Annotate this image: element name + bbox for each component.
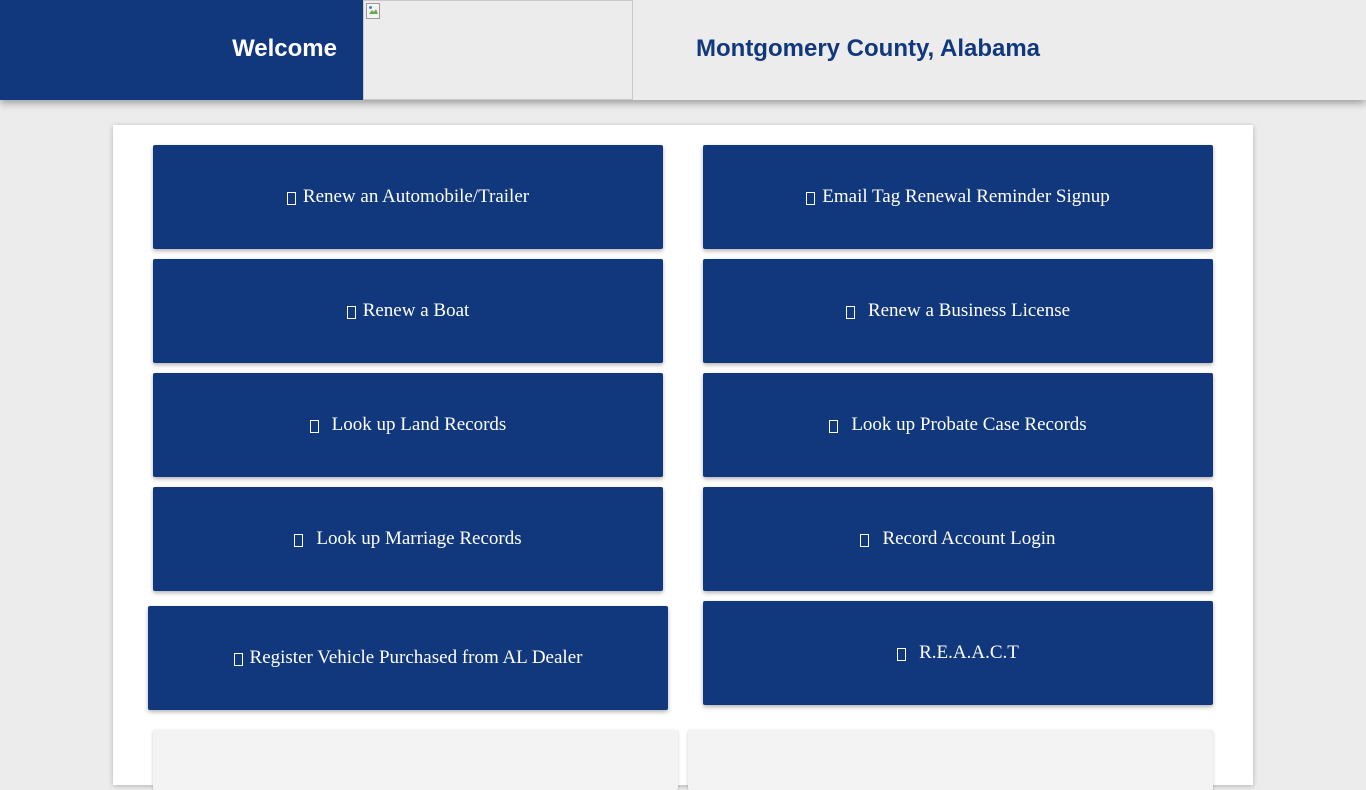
- record-account-login-button[interactable]: [703, 487, 1213, 591]
- reaact-button[interactable]: [703, 601, 1213, 705]
- user-icon: [860, 534, 869, 547]
- marriage-records-button[interactable]: [153, 487, 663, 591]
- renew-automobile-label: Renew an Automobile/Trailer: [302, 186, 530, 207]
- home-icon: [897, 648, 906, 661]
- register-vehicle-label: Register Vehicle Purchased from AL Dealer: [249, 647, 583, 668]
- welcome-banner: [0, 0, 363, 100]
- car-icon: [287, 192, 296, 205]
- email-reminder-label: Email Tag Renewal Reminder Signup: [822, 186, 1110, 207]
- renew-boat-label: Renew a Boat: [362, 300, 470, 321]
- welcome-title: Welcome: [232, 35, 337, 62]
- probate-records-label: Look up Probate Case Records: [851, 414, 1087, 435]
- map-icon: [310, 420, 319, 433]
- info-card-right: [688, 730, 1213, 790]
- page-header: [0, 0, 1366, 100]
- renew-business-label: Renew a Business License: [867, 300, 1071, 321]
- probate-records-button[interactable]: [703, 373, 1213, 477]
- services-panel: [113, 125, 1253, 785]
- briefcase-icon: [846, 306, 855, 319]
- land-records-button[interactable]: [153, 373, 663, 477]
- land-records-label: Look up Land Records: [331, 414, 507, 435]
- envelope-icon: [806, 192, 815, 205]
- ship-icon: [347, 306, 356, 319]
- record-login-label: Record Account Login: [882, 528, 1056, 549]
- broken-image-icon: [366, 3, 380, 19]
- marriage-records-label: Look up Marriage Records: [316, 528, 522, 549]
- car-icon: [234, 653, 243, 666]
- heart-icon: [294, 534, 303, 547]
- reaact-label: R.E.A.A.C.T: [919, 642, 1019, 663]
- renew-automobile-button[interactable]: [153, 145, 663, 249]
- gavel-icon: [829, 420, 838, 433]
- renew-boat-button[interactable]: [153, 259, 663, 363]
- register-vehicle-button[interactable]: [148, 606, 668, 710]
- info-card-left: [153, 730, 678, 790]
- county-title: Montgomery County, Alabama: [696, 35, 1041, 62]
- email-reminder-signup-button[interactable]: [703, 145, 1213, 249]
- renew-business-license-button[interactable]: [703, 259, 1213, 363]
- county-logo-image: [363, 0, 633, 100]
